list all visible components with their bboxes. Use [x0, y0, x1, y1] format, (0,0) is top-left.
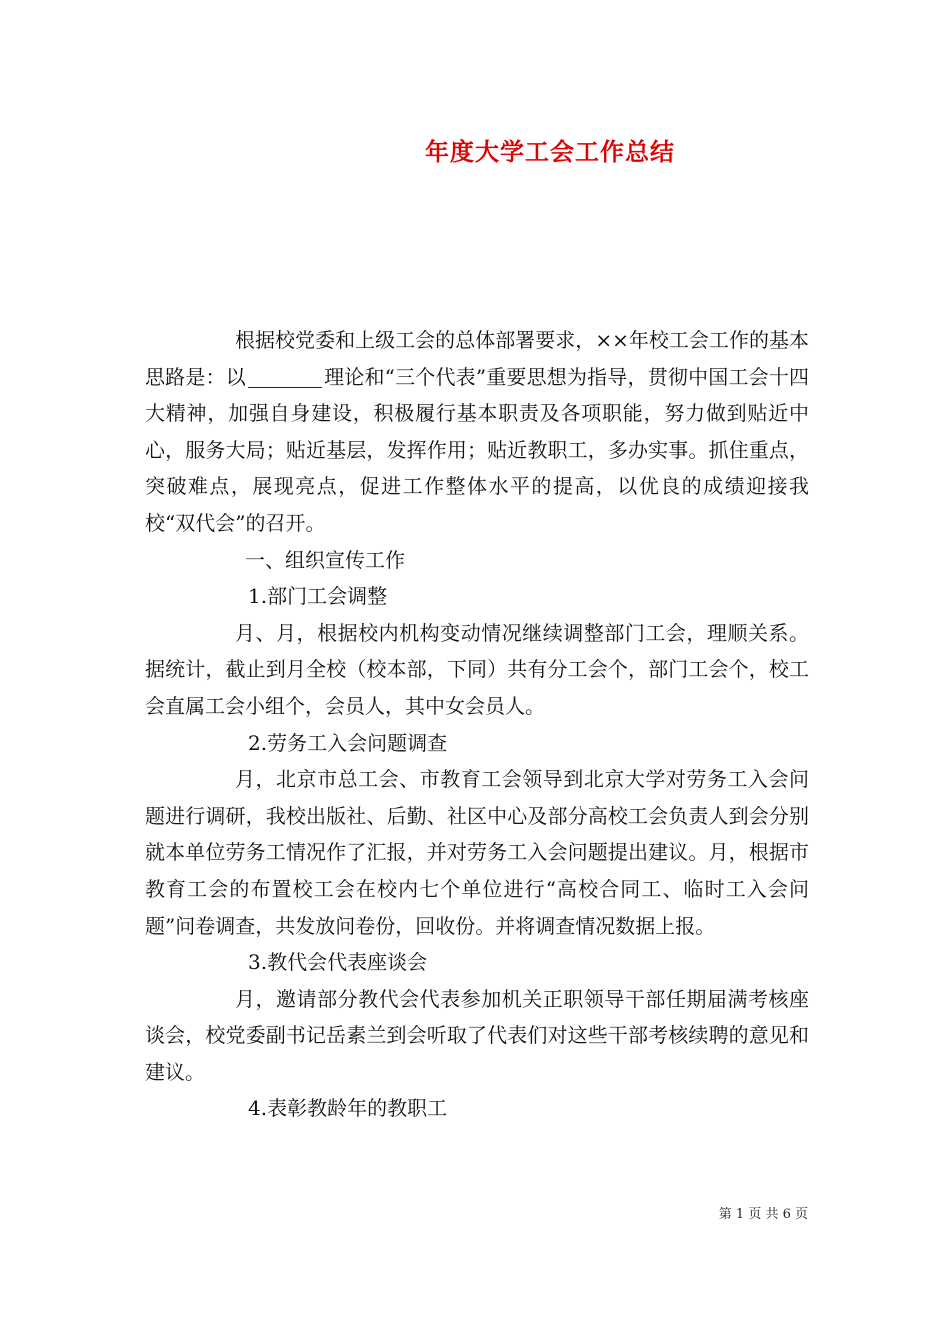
subsection-paragraph: 月，邀请部分教代会代表参加机关正职领导干部任期届满考核座谈会，校党委副书记岳素兰到会听取了代表们对这些干部考核续聘的意见和建议。: [145, 986, 809, 1084]
subsection-heading: 1.部门工会调整: [248, 584, 388, 609]
subsection-heading: 2.劳务工入会问题调查: [248, 730, 448, 755]
page-number: 第 1 页 共 6 页: [718, 1207, 808, 1222]
subsection-paragraph: 月、月，根据校内机构变动情况继续调整部门工会，理顺关系。据统计，截止到月全校（校本部，下同）共有分工会个，部门工会个，校工会直属工会小组个，会员人，其中女会员人。: [145, 620, 809, 718]
section-heading: 一、组织宣传工作: [245, 547, 405, 572]
document-body: [145, 322, 809, 1127]
document-title: 年度大学工会工作总结: [425, 137, 675, 166]
subsection-heading: 4.表彰教龄年的教职工: [248, 1096, 448, 1121]
subsection-paragraph: 月，北京市总工会、市教育工会领导到北京大学对劳务工入会问题进行调研，我校出版社、后勤、社区中心及部分高校工会负责人到会分别就本单位劳务工情况作了汇报，并对劳务工入会问题提出建议。月，根据市教育工会的布置校工会在校内七个单位进行“高校合同工、临时工入会问题”问卷调查，共发放问卷份，回收份。并将调查情况数据上报。: [145, 767, 809, 938]
intro-text-before-blank: 根据校党委和上级工会的总体部署要求，××年校工会工作的基本思路是：以: [145, 328, 809, 389]
subsection-heading: 3.教代会代表座谈会: [248, 950, 428, 975]
intro-paragraph: [145, 322, 809, 542]
fill-in-blank: [248, 365, 322, 388]
intro-text-after-blank: 理论和“三个代表”重要思想为指导，贯彻中国工会十四大精神，加强自身建设，积极履行基本职责及各项职能，努力做到贴近中心，服务大局；贴近基层，发挥作用；贴近教职工，多办实事。抓住重点，突破难点，展现亮点，促进工作整体水平的提高，以优良的成绩迎接我校“双代会”的召开。: [145, 364, 810, 535]
